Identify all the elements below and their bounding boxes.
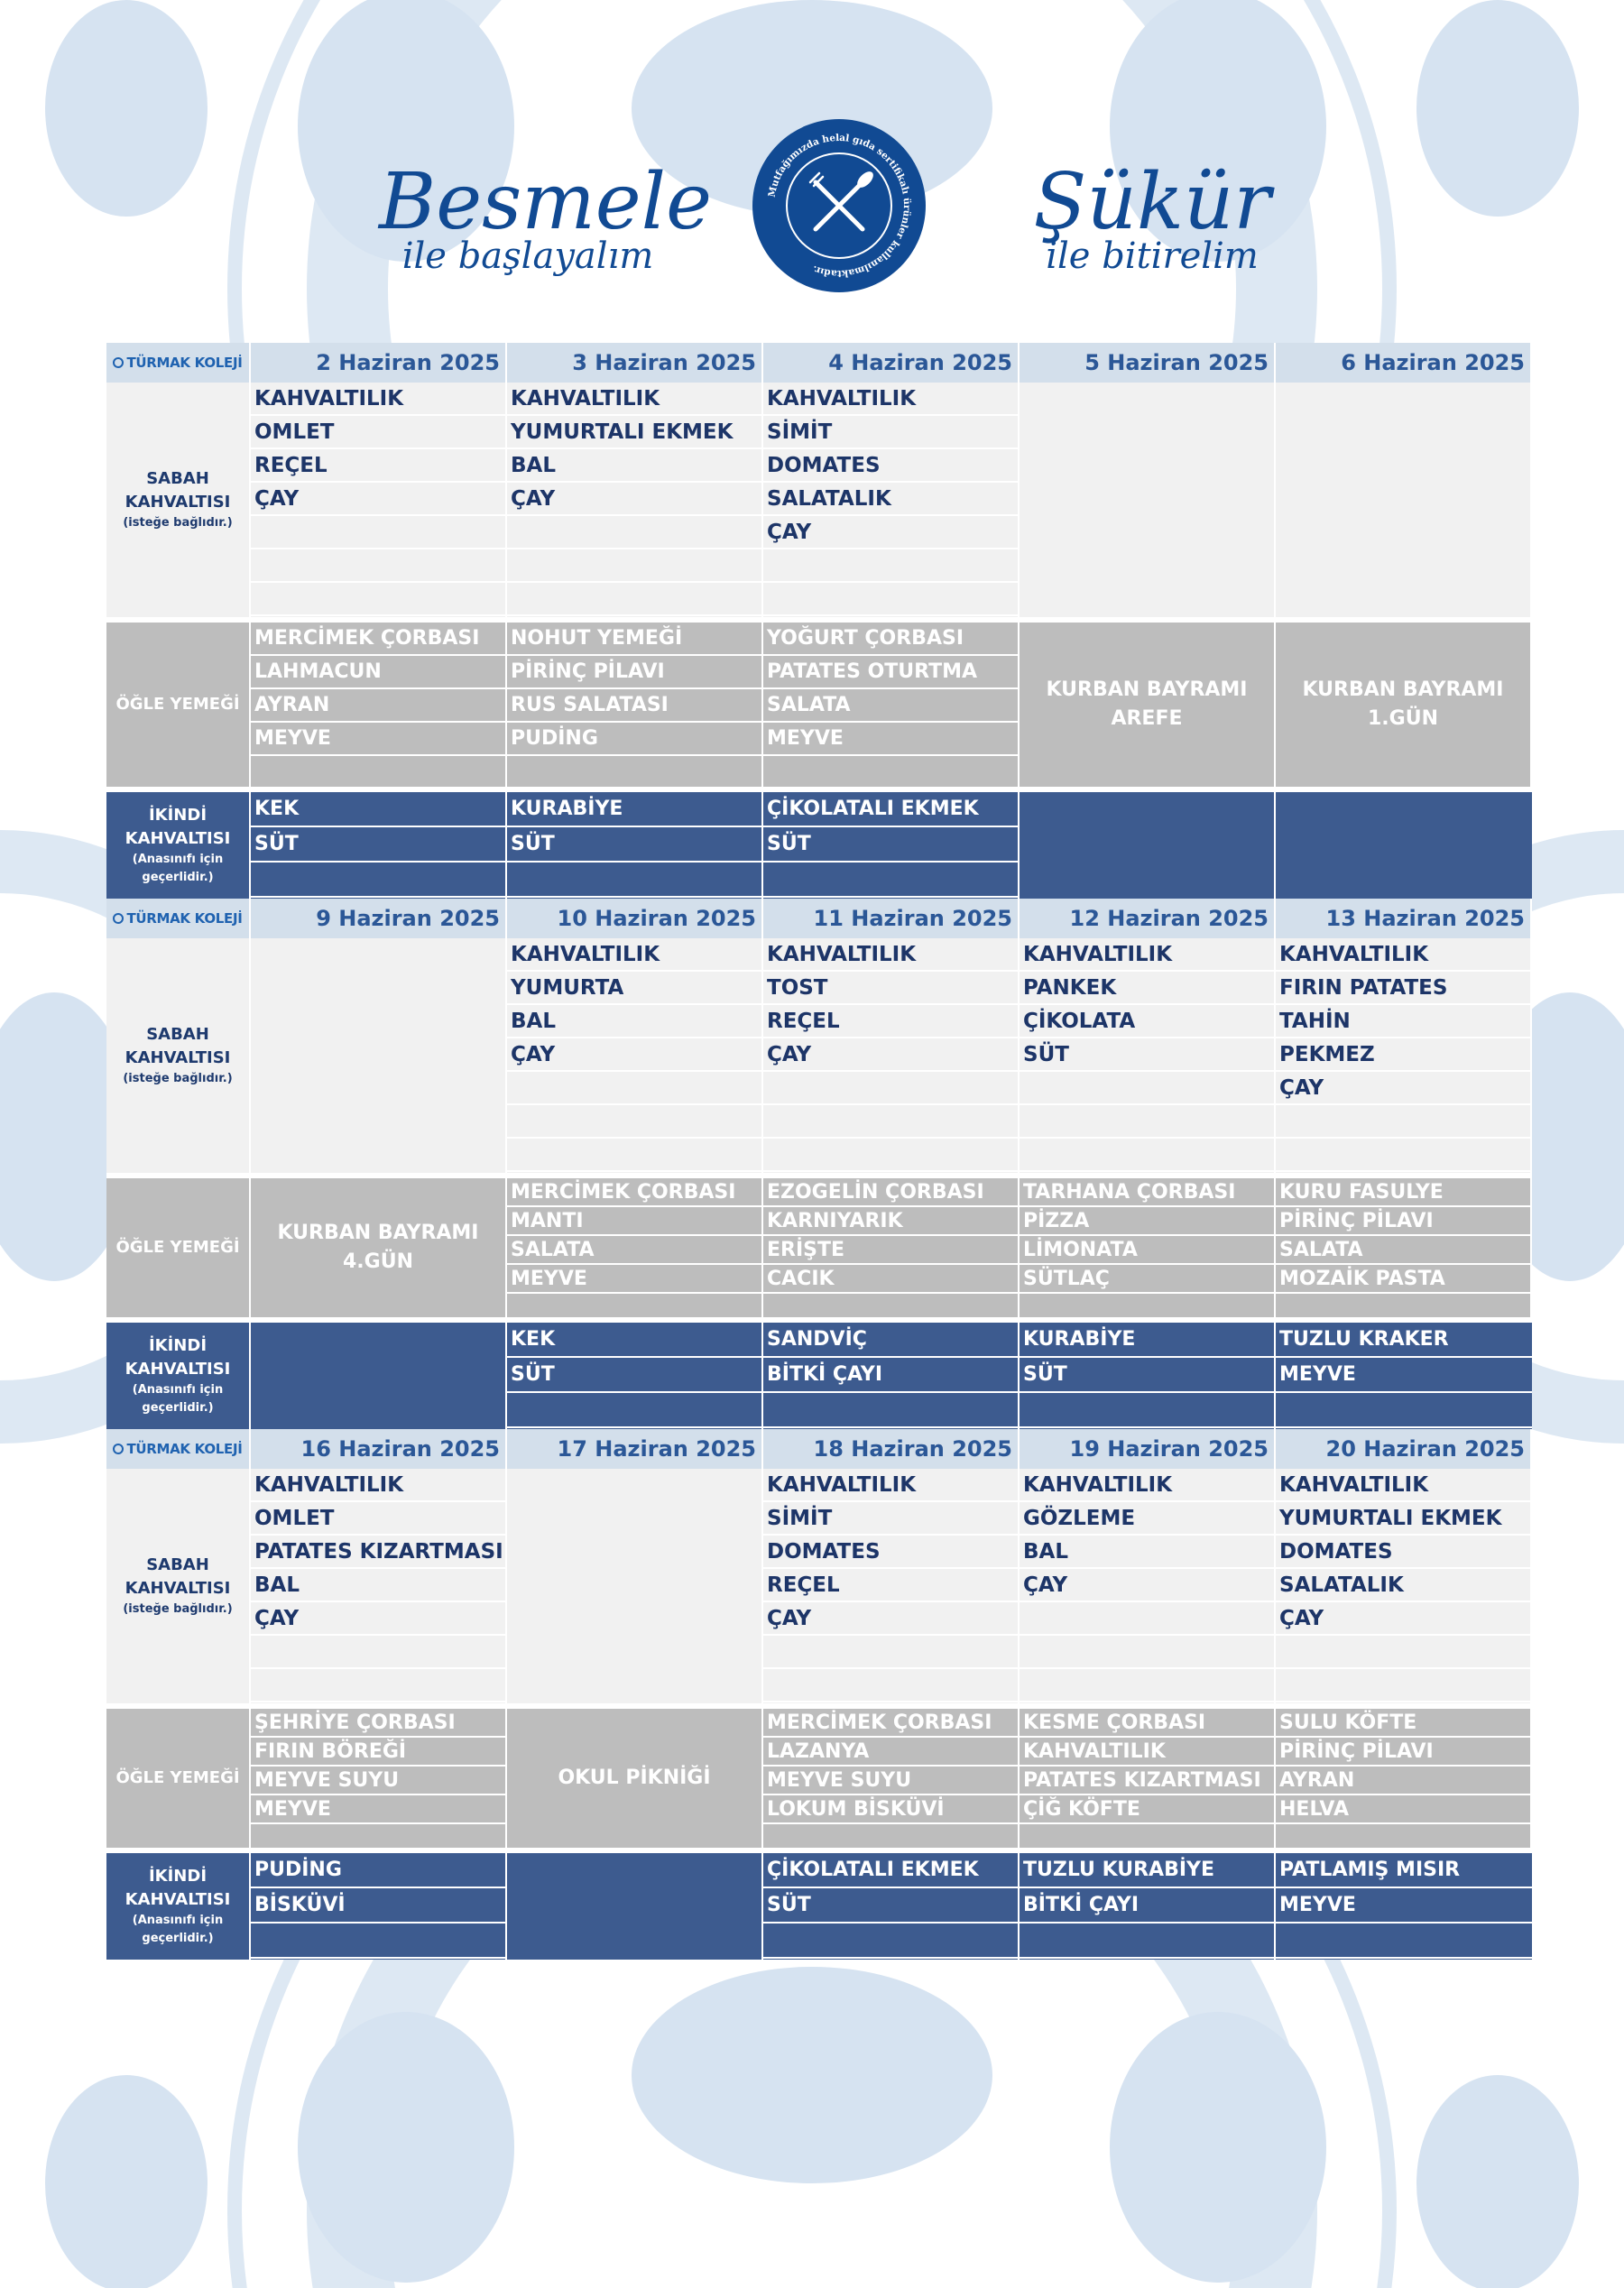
- menu-item: PUDİNG: [507, 723, 761, 756]
- breakfast-cell: [251, 1469, 507, 1709]
- menu-item: PİRİNÇ PİLAVI: [1276, 1738, 1530, 1767]
- menu-item: REÇEL: [763, 1569, 1018, 1602]
- menu-item: SÜT: [763, 827, 1018, 863]
- breakfast-note: (isteğe bağlıdır.): [123, 516, 233, 530]
- menu-item: SÜT: [251, 827, 505, 863]
- menu-item: [507, 1105, 761, 1139]
- menu-item: ÇAY: [763, 1602, 1018, 1636]
- date-header: 17 Haziran 2025: [507, 1429, 763, 1469]
- menu-item: BAL: [507, 449, 761, 483]
- menu-item: [251, 1924, 505, 1959]
- snack-note: (Anasınıfı için geçerlidir.): [132, 1383, 224, 1415]
- menu-item: DOMATES: [763, 1536, 1018, 1569]
- breakfast-cell: [1276, 938, 1532, 1178]
- menu-item: KAHVALTILIK: [507, 383, 761, 416]
- menu-item: [507, 583, 761, 616]
- date-header: 20 Haziran 2025: [1276, 1429, 1532, 1469]
- menu-item: [1020, 1669, 1274, 1702]
- menu-item: SÜTLAÇ: [1020, 1265, 1274, 1294]
- menu-item: [1276, 1294, 1530, 1323]
- menu-item: SALATA: [763, 689, 1018, 723]
- menu-item: HELVA: [1276, 1795, 1530, 1824]
- menu-item: KARNIYARIK: [763, 1207, 1018, 1236]
- menu-item: SÜT: [507, 827, 761, 863]
- school-logo: [106, 343, 251, 383]
- snack-cell: [251, 1853, 507, 1960]
- menu-item: SİMİT: [763, 416, 1018, 449]
- snack-cell: [251, 792, 507, 899]
- menu-item: FIRIN PATATES: [1276, 972, 1530, 1005]
- breakfast-label-text: SABAH KAHVALTISI: [125, 1025, 231, 1067]
- menu-item: OMLET: [251, 1502, 505, 1536]
- menu-item: ÇAY: [763, 1038, 1018, 1072]
- menu-item: KAHVALTILIK: [251, 383, 505, 416]
- menu-item: MEYVE: [507, 1265, 761, 1294]
- menu-item: [1020, 1636, 1274, 1669]
- menu-item: ÇAY: [763, 516, 1018, 549]
- snack-cell: [1020, 1853, 1276, 1960]
- snack-cell-empty: [251, 1323, 507, 1429]
- menu-item: [507, 1139, 761, 1172]
- snack-cell: [763, 792, 1020, 899]
- breakfast-label-text: SABAH KAHVALTISI: [125, 1555, 231, 1598]
- menu-item: ÇAY: [1276, 1072, 1530, 1105]
- lunch-cell: [507, 1178, 763, 1323]
- snack-cell: [763, 1323, 1020, 1429]
- date-header: 12 Haziran 2025: [1020, 899, 1276, 938]
- menu-item: SALATALIK: [1276, 1569, 1530, 1602]
- lunch-cell: [251, 1709, 507, 1853]
- menu-item: SİMİT: [763, 1502, 1018, 1536]
- menu-item: AYRAN: [251, 689, 505, 723]
- menu-item: SANDVİÇ: [763, 1323, 1018, 1358]
- menu-item: [251, 1669, 505, 1702]
- menu-item: [763, 1294, 1018, 1323]
- menu-item: REÇEL: [251, 449, 505, 483]
- menu-item: ÇAY: [1020, 1569, 1274, 1602]
- lunch-cell: [251, 623, 507, 792]
- menu-item: KURABİYE: [507, 792, 761, 827]
- menu-table: [106, 343, 1532, 1960]
- menu-item: KAHVALTILIK: [251, 1469, 505, 1502]
- menu-item: PATATES KIZARTMASI: [1020, 1767, 1274, 1795]
- menu-item: [1020, 1139, 1274, 1172]
- menu-item: SALATALIK: [763, 483, 1018, 516]
- menu-item: FIRIN BÖREĞİ: [251, 1738, 505, 1767]
- date-header: 9 Haziran 2025: [251, 899, 507, 938]
- menu-item: ÇAY: [507, 1038, 761, 1072]
- snack-cell: [1020, 1323, 1276, 1429]
- menu-item: BAL: [507, 1005, 761, 1038]
- date-header: 19 Haziran 2025: [1020, 1429, 1276, 1469]
- menu-item: [763, 863, 1018, 898]
- holiday-note: KURBAN BAYRAMI 1.GÜN: [1276, 623, 1532, 792]
- snack-cell: [1276, 1853, 1532, 1960]
- menu-item: ŞEHRİYE ÇORBASI: [251, 1709, 505, 1738]
- menu-item: KAHVALTILIK: [763, 383, 1018, 416]
- seal-text: Mutfağımızda helal gıda sertifikalı ürünler kullanılmaktadır.: [766, 132, 913, 280]
- menu-item: KEK: [251, 792, 505, 827]
- breakfast-cell: [1276, 1469, 1532, 1709]
- week-block: [106, 899, 1532, 1429]
- snack-note: (Anasınıfı için geçerlidir.): [132, 1914, 224, 1945]
- menu-item: [763, 1824, 1018, 1853]
- lunch-label: ÖĞLE YEMEĞİ: [106, 1709, 251, 1853]
- menu-item: KESME ÇORBASI: [1020, 1709, 1274, 1738]
- menu-item: [1276, 1824, 1530, 1853]
- menu-item: SÜT: [1020, 1358, 1274, 1393]
- date-header: 5 Haziran 2025: [1020, 343, 1276, 383]
- school-logo-icon: [113, 1444, 124, 1454]
- school-logo-text: TÜRMAK KOLEJİ: [126, 1441, 243, 1457]
- breakfast-cell: [763, 383, 1020, 623]
- menu-item: TUZLU KRAKER: [1276, 1323, 1532, 1358]
- lunch-cell: [763, 1178, 1020, 1323]
- breakfast-cell: [1020, 1469, 1276, 1709]
- menu-item: [251, 863, 505, 898]
- menu-item: MEYVE SUYU: [251, 1767, 505, 1795]
- menu-item: [251, 549, 505, 583]
- menu-item: [507, 863, 761, 898]
- menu-item: [251, 1636, 505, 1669]
- menu-item: PATATES KIZARTMASI: [251, 1536, 505, 1569]
- lunch-cell: [763, 1709, 1020, 1853]
- snack-label: [106, 792, 251, 899]
- snack-label: [106, 1853, 251, 1960]
- menu-item: TOST: [763, 972, 1018, 1005]
- menu-item: LAZANYA: [763, 1738, 1018, 1767]
- holiday-note: KURBAN BAYRAMI AREFE: [1020, 623, 1276, 792]
- menu-item: MEYVE: [1276, 1358, 1532, 1393]
- menu-item: [1276, 1636, 1530, 1669]
- breakfast-label: [106, 1469, 251, 1709]
- menu-item: KAHVALTILIK: [1276, 1469, 1530, 1502]
- menu-item: LOKUM BİSKÜVİ: [763, 1795, 1018, 1824]
- menu-item: MERCİMEK ÇORBASI: [507, 1178, 761, 1207]
- breakfast-note: (isteğe bağlıdır.): [123, 1072, 233, 1085]
- menu-item: SÜT: [1020, 1038, 1274, 1072]
- school-logo-icon: [113, 357, 124, 368]
- menu-item: [763, 583, 1018, 616]
- menu-item: ÇİKOLATA: [1020, 1005, 1274, 1038]
- lunch-cell: [1020, 1178, 1276, 1323]
- date-header: 6 Haziran 2025: [1276, 343, 1532, 383]
- sukur-subtitle: ile bitirelim: [1046, 235, 1259, 277]
- menu-item: [507, 756, 761, 789]
- holiday-note: KURBAN BAYRAMI 4.GÜN: [251, 1178, 507, 1323]
- lunch-label: ÖĞLE YEMEĞİ: [106, 623, 251, 792]
- breakfast-note: (isteğe bağlıdır.): [123, 1602, 233, 1616]
- snack-cell: [507, 792, 763, 899]
- lunch-cell: [1276, 1709, 1532, 1853]
- menu-item: [1020, 1824, 1274, 1853]
- menu-item: [1020, 1105, 1274, 1139]
- menu-item: SÜT: [763, 1888, 1018, 1924]
- menu-item: PİRİNÇ PİLAVI: [1276, 1207, 1530, 1236]
- menu-item: KAHVALTILIK: [763, 938, 1018, 972]
- menu-item: LİMONATA: [1020, 1236, 1274, 1265]
- menu-item: ÇAY: [251, 1602, 505, 1636]
- menu-item: MEYVE SUYU: [763, 1767, 1018, 1795]
- menu-item: BİTKİ ÇAYI: [1020, 1888, 1274, 1924]
- date-header: 16 Haziran 2025: [251, 1429, 507, 1469]
- menu-item: [507, 516, 761, 549]
- menu-item: DOMATES: [1276, 1536, 1530, 1569]
- breakfast-label-text: SABAH KAHVALTISI: [125, 469, 231, 512]
- menu-item: TUZLU KURABİYE: [1020, 1853, 1274, 1888]
- menu-item: PANKEK: [1020, 972, 1274, 1005]
- menu-item: [1020, 1294, 1274, 1323]
- menu-item: MEYVE: [251, 723, 505, 756]
- week-block: [106, 1429, 1532, 1960]
- lunch-cell: [1020, 1709, 1276, 1853]
- menu-item: [251, 583, 505, 616]
- menu-item: SÜT: [507, 1358, 761, 1393]
- snack-cell-empty: [1020, 792, 1276, 899]
- menu-item: NOHUT YEMEĞİ: [507, 623, 761, 656]
- menu-item: ÇİKOLATALI EKMEK: [763, 1853, 1018, 1888]
- menu-item: PİRİNÇ PİLAVI: [507, 656, 761, 689]
- menu-item: MEYVE: [1276, 1888, 1532, 1924]
- menu-item: KAHVALTILIK: [1020, 1738, 1274, 1767]
- snack-cell-empty: [507, 1853, 763, 1960]
- menu-item: KAHVALTILIK: [1276, 938, 1530, 972]
- menu-item: [763, 1072, 1018, 1105]
- menu-item: BAL: [1020, 1536, 1274, 1569]
- snack-label-text: İKİNDİ KAHVALTISI: [125, 1867, 231, 1909]
- menu-item: KEK: [507, 1323, 761, 1358]
- menu-item: PATLAMIŞ MISIR: [1276, 1853, 1532, 1888]
- snack-note: (Anasınıfı için geçerlidir.): [132, 853, 224, 884]
- breakfast-cell-empty: [1020, 383, 1276, 623]
- besmele-subtitle: ile başlayalım: [401, 235, 654, 277]
- menu-item: [1276, 1393, 1532, 1428]
- week-block: [106, 343, 1532, 899]
- besmele-heading: Besmele: [379, 157, 713, 247]
- besmele-title: [379, 157, 713, 277]
- menu-item: [507, 549, 761, 583]
- menu-item: [1276, 1924, 1532, 1959]
- menu-item: [1020, 1602, 1274, 1636]
- menu-item: YUMURTALI EKMEK: [1276, 1502, 1530, 1536]
- menu-item: TAHİN: [1276, 1005, 1530, 1038]
- menu-item: [1276, 1105, 1530, 1139]
- halal-seal-icon: [751, 117, 927, 294]
- menu-item: [1020, 1393, 1274, 1428]
- menu-item: BİTKİ ÇAYI: [763, 1358, 1018, 1393]
- menu-item: LAHMACUN: [251, 656, 505, 689]
- menu-item: BAL: [251, 1569, 505, 1602]
- menu-item: [763, 1669, 1018, 1702]
- menu-item: GÖZLEME: [1020, 1502, 1274, 1536]
- menu-item: BİSKÜVİ: [251, 1888, 505, 1924]
- snack-cell: [1276, 1323, 1532, 1429]
- menu-item: [251, 516, 505, 549]
- menu-item: SALATA: [1276, 1236, 1530, 1265]
- menu-item: [1276, 1139, 1530, 1172]
- snack-cell: [507, 1323, 763, 1429]
- breakfast-cell-empty: [251, 938, 507, 1178]
- menu-item: KAHVALTILIK: [763, 1469, 1018, 1502]
- snack-cell-empty: [1276, 792, 1532, 899]
- lunch-cell: [1276, 1178, 1532, 1323]
- menu-item: EZOGELİN ÇORBASI: [763, 1178, 1018, 1207]
- menu-item: PİZZA: [1020, 1207, 1274, 1236]
- date-header: 3 Haziran 2025: [507, 343, 763, 383]
- menu-item: YUMURTALI EKMEK: [507, 416, 761, 449]
- menu-item: PATATES OTURTMA: [763, 656, 1018, 689]
- menu-item: OMLET: [251, 416, 505, 449]
- menu-item: ÇAY: [251, 483, 505, 516]
- sukur-title: [1003, 157, 1301, 277]
- breakfast-label: [106, 938, 251, 1178]
- menu-item: KAHVALTILIK: [1020, 1469, 1274, 1502]
- breakfast-cell-empty: [1276, 383, 1532, 623]
- menu-item: [763, 1924, 1018, 1959]
- menu-item: MEYVE: [763, 723, 1018, 756]
- snack-label-text: İKİNDİ KAHVALTISI: [125, 806, 231, 848]
- menu-item: YOĞURT ÇORBASI: [763, 623, 1018, 656]
- date-header: 18 Haziran 2025: [763, 1429, 1020, 1469]
- menu-item: [251, 756, 505, 789]
- menu-item: ERİŞTE: [763, 1236, 1018, 1265]
- menu-item: KURU FASULYE: [1276, 1178, 1530, 1207]
- menu-item: KAHVALTILIK: [507, 938, 761, 972]
- snack-label-text: İKİNDİ KAHVALTISI: [125, 1336, 231, 1379]
- menu-item: MERCİMEK ÇORBASI: [763, 1709, 1018, 1738]
- menu-item: YUMURTA: [507, 972, 761, 1005]
- breakfast-cell: [763, 938, 1020, 1178]
- menu-item: [1020, 1072, 1274, 1105]
- menu-item: [763, 1105, 1018, 1139]
- menu-item: [507, 1393, 761, 1428]
- menu-item: [763, 549, 1018, 583]
- menu-item: RUS SALATASI: [507, 689, 761, 723]
- breakfast-cell: [507, 383, 763, 623]
- menu-item: [763, 1139, 1018, 1172]
- date-header: 13 Haziran 2025: [1276, 899, 1532, 938]
- menu-item: AYRAN: [1276, 1767, 1530, 1795]
- school-logo-text: TÜRMAK KOLEJİ: [126, 910, 243, 927]
- menu-item: [507, 1072, 761, 1105]
- breakfast-cell: [507, 938, 763, 1178]
- school-logo: [106, 1429, 251, 1469]
- menu-item: ÇİKOLATALI EKMEK: [763, 792, 1018, 827]
- menu-item: REÇEL: [763, 1005, 1018, 1038]
- menu-item: ÇAY: [507, 483, 761, 516]
- menu-item: MERCİMEK ÇORBASI: [251, 623, 505, 656]
- menu-item: [1276, 1669, 1530, 1702]
- picnic-note: OKUL PİKNİĞİ: [507, 1709, 763, 1853]
- menu-item: SALATA: [507, 1236, 761, 1265]
- breakfast-label: [106, 383, 251, 623]
- menu-item: SULU KÖFTE: [1276, 1709, 1530, 1738]
- menu-item: TARHANA ÇORBASI: [1020, 1178, 1274, 1207]
- breakfast-cell: [1020, 938, 1276, 1178]
- page-header: [0, 0, 1624, 334]
- menu-item: DOMATES: [763, 449, 1018, 483]
- menu-item: MOZAİK PASTA: [1276, 1265, 1530, 1294]
- menu-item: [1020, 1924, 1274, 1959]
- menu-item: [763, 756, 1018, 789]
- school-logo-text: TÜRMAK KOLEJİ: [126, 355, 243, 371]
- date-header: 4 Haziran 2025: [763, 343, 1020, 383]
- snack-label: [106, 1323, 251, 1429]
- school-logo: [106, 899, 251, 938]
- menu-item: [507, 1294, 761, 1323]
- breakfast-cell: [763, 1469, 1020, 1709]
- menu-item: ÇİĞ KÖFTE: [1020, 1795, 1274, 1824]
- school-logo-icon: [113, 913, 124, 924]
- menu-item: MEYVE: [251, 1795, 505, 1824]
- menu-item: ÇAY: [1276, 1602, 1530, 1636]
- breakfast-cell: [251, 383, 507, 623]
- menu-item: KAHVALTILIK: [1020, 938, 1274, 972]
- menu-item: KURABİYE: [1020, 1323, 1274, 1358]
- lunch-label: ÖĞLE YEMEĞİ: [106, 1178, 251, 1323]
- date-header: 11 Haziran 2025: [763, 899, 1020, 938]
- date-header: 2 Haziran 2025: [251, 343, 507, 383]
- date-header: 10 Haziran 2025: [507, 899, 763, 938]
- sukur-heading: Şükür: [1033, 157, 1271, 247]
- menu-item: [251, 1824, 505, 1853]
- menu-item: PEKMEZ: [1276, 1038, 1530, 1072]
- menu-item: [763, 1393, 1018, 1428]
- menu-item: [763, 1636, 1018, 1669]
- breakfast-cell-empty: [507, 1469, 763, 1709]
- menu-item: MANTI: [507, 1207, 761, 1236]
- lunch-cell: [507, 623, 763, 792]
- snack-cell: [763, 1853, 1020, 1960]
- menu-item: CACIK: [763, 1265, 1018, 1294]
- lunch-cell: [763, 623, 1020, 792]
- menu-item: PUDİNG: [251, 1853, 505, 1888]
